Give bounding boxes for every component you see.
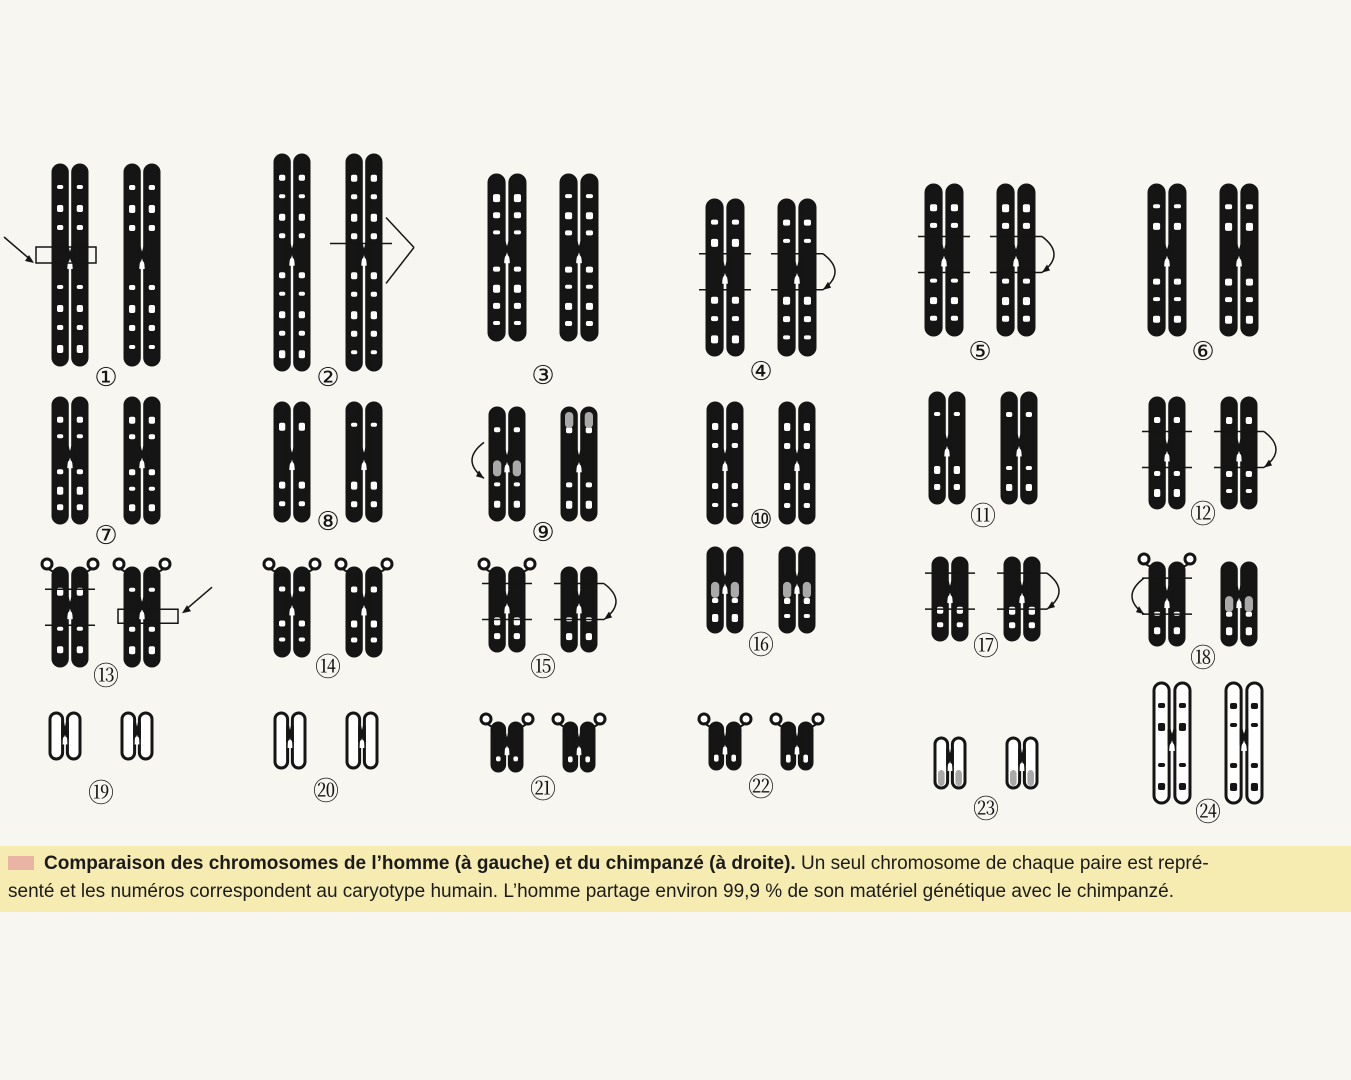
pair-number bbox=[94, 363, 117, 393]
caption-title: Comparaison des chromosomes de l’homme (à gauche) et du chimpanzé (à droite). bbox=[44, 853, 796, 874]
chromosome-pair bbox=[472, 408, 596, 548]
svg-text:⑨: ⑨ bbox=[531, 518, 555, 548]
pair-number bbox=[315, 653, 341, 683]
human-chromosome bbox=[708, 403, 742, 523]
chimpanzee-chromosome bbox=[1221, 185, 1257, 335]
chimpanzee-chromosome bbox=[780, 403, 814, 523]
human-chromosome bbox=[53, 165, 87, 365]
pair-number bbox=[749, 505, 772, 535]
svg-text:⑱: ⑱ bbox=[1189, 644, 1217, 674]
svg-text:⑥: ⑥ bbox=[1191, 337, 1215, 367]
pair-number bbox=[531, 361, 554, 391]
human-chromosome bbox=[708, 548, 742, 632]
chromosome-pair bbox=[918, 185, 1054, 367]
svg-text:㉑: ㉑ bbox=[529, 775, 557, 805]
chimpanzee-chromosome bbox=[554, 568, 604, 651]
chromosome-pair bbox=[275, 155, 414, 393]
human-chromosome bbox=[53, 398, 87, 523]
caption-marker bbox=[8, 856, 34, 870]
chromosome-pair bbox=[1154, 683, 1262, 828]
pair-number bbox=[970, 502, 996, 532]
svg-text:⑫: ⑫ bbox=[1189, 500, 1217, 530]
human-chromosome bbox=[42, 559, 98, 666]
chromosome-pair bbox=[50, 713, 152, 809]
human-chromosome bbox=[699, 714, 751, 769]
svg-text:⑧: ⑧ bbox=[316, 507, 340, 537]
pair-number bbox=[1191, 337, 1214, 367]
human-chromosome bbox=[1154, 683, 1190, 803]
chimpanzee-chromosome bbox=[347, 403, 381, 521]
chromosome-pair bbox=[699, 200, 835, 387]
svg-text:⑮: ⑮ bbox=[529, 653, 557, 683]
svg-text:④: ④ bbox=[749, 357, 773, 387]
chimpanzee-chromosome bbox=[1222, 563, 1256, 645]
pair-number bbox=[93, 662, 119, 692]
svg-text:③: ③ bbox=[531, 361, 555, 391]
chromosome-pair bbox=[1132, 554, 1256, 674]
arrow-icon bbox=[1264, 432, 1276, 468]
chromosome-pair bbox=[699, 714, 823, 803]
svg-text:⑭: ⑭ bbox=[314, 653, 342, 683]
chromosome-pair bbox=[935, 738, 1037, 825]
svg-text:⑲: ⑲ bbox=[87, 779, 115, 809]
pair-number bbox=[530, 775, 556, 805]
chromosome-pair bbox=[930, 393, 1036, 532]
human-chromosome bbox=[930, 393, 964, 503]
pair-number bbox=[316, 507, 339, 537]
svg-text:⑳: ⑳ bbox=[312, 777, 340, 807]
svg-text:⑩: ⑩ bbox=[749, 505, 773, 535]
human-chromosome bbox=[1149, 185, 1185, 335]
chimpanzee-chromosome bbox=[562, 408, 596, 520]
arrow-icon bbox=[4, 237, 34, 263]
chromosome-pair bbox=[708, 403, 814, 535]
chimpanzee-chromosome bbox=[125, 165, 159, 365]
human-chromosome bbox=[918, 185, 970, 335]
svg-text:⑯: ⑯ bbox=[747, 631, 775, 661]
svg-text:⑦: ⑦ bbox=[94, 521, 118, 551]
arrow-icon bbox=[182, 587, 212, 613]
arrow-icon bbox=[1042, 237, 1054, 273]
chimpanzee-chromosome bbox=[780, 548, 814, 632]
human-chromosome bbox=[490, 408, 524, 520]
chimpanzee-chromosome bbox=[990, 185, 1042, 335]
chimpanzee-chromosome bbox=[122, 713, 152, 759]
svg-text:⑪: ⑪ bbox=[969, 502, 997, 532]
pair-number bbox=[1195, 798, 1221, 828]
chromosome-pair bbox=[53, 398, 159, 551]
chimpanzee-chromosome bbox=[561, 175, 597, 340]
chimpanzee-chromosome bbox=[347, 155, 381, 370]
human-chromosome bbox=[479, 559, 535, 651]
svg-text:②: ② bbox=[316, 363, 340, 393]
pair-number bbox=[313, 777, 339, 807]
chromosome-pair bbox=[275, 403, 381, 537]
human-chromosome bbox=[935, 738, 965, 788]
svg-text:㉔: ㉔ bbox=[1194, 798, 1222, 828]
chimpanzee-chromosome bbox=[1214, 398, 1264, 508]
chromosome-pair bbox=[264, 559, 392, 683]
human-chromosome bbox=[275, 713, 305, 768]
svg-text:㉓: ㉓ bbox=[972, 795, 1000, 825]
human-chromosome bbox=[699, 200, 751, 355]
human-chromosome bbox=[925, 558, 975, 640]
pair-number bbox=[973, 632, 999, 662]
chimpanzee-chromosome bbox=[114, 559, 170, 666]
chromosome-pair bbox=[42, 559, 212, 692]
chimpanzee-chromosome bbox=[771, 714, 823, 769]
chromosome-pair bbox=[481, 714, 605, 805]
arrow-icon bbox=[1132, 578, 1144, 614]
caption-text-1: Un seul chromosome de chaque paire est repré- bbox=[795, 853, 1209, 874]
chromosome-pair bbox=[708, 548, 814, 661]
chromosome-pair bbox=[275, 713, 377, 807]
pair-number bbox=[94, 521, 117, 551]
chromosome-pair bbox=[489, 175, 597, 391]
chromosome-pair bbox=[4, 165, 159, 393]
chromosome-pair bbox=[1142, 398, 1276, 530]
svg-text:①: ① bbox=[94, 363, 118, 393]
pair-number bbox=[973, 795, 999, 825]
pair-number bbox=[749, 357, 772, 387]
pair-number bbox=[748, 631, 774, 661]
chimpanzee-chromosome bbox=[771, 200, 823, 355]
chimpanzee-chromosome bbox=[347, 713, 377, 768]
chromosome-pair bbox=[925, 558, 1059, 662]
arrow-icon bbox=[1047, 573, 1059, 609]
chromosome-pair bbox=[1149, 185, 1257, 367]
svg-text:⑤: ⑤ bbox=[968, 337, 992, 367]
chimpanzee-chromosome bbox=[553, 714, 605, 771]
human-chromosome bbox=[264, 559, 320, 656]
pair-number bbox=[88, 779, 114, 809]
human-chromosome bbox=[275, 403, 309, 521]
human-chromosome bbox=[489, 175, 525, 340]
pair-number bbox=[1190, 644, 1216, 674]
human-chromosome bbox=[275, 155, 309, 370]
chromosome-pair bbox=[479, 559, 616, 683]
pair-number bbox=[968, 337, 991, 367]
chimpanzee-chromosome bbox=[1007, 738, 1037, 788]
figure-caption bbox=[0, 846, 1351, 912]
pair-number bbox=[1190, 500, 1216, 530]
pair-number bbox=[530, 653, 556, 683]
chimpanzee-chromosome bbox=[1226, 683, 1262, 803]
human-chromosome bbox=[1142, 398, 1192, 508]
pair-number bbox=[531, 518, 554, 548]
arrow-icon bbox=[823, 254, 835, 290]
arrow-icon bbox=[472, 442, 484, 478]
pair-number bbox=[316, 363, 339, 393]
chimpanzee-chromosome bbox=[997, 558, 1047, 640]
arrow-icon bbox=[604, 584, 616, 620]
svg-text:⑰: ⑰ bbox=[972, 632, 1000, 662]
chimpanzee-chromosome bbox=[1002, 393, 1036, 503]
caption-line-1 bbox=[8, 850, 1341, 878]
human-chromosome bbox=[481, 714, 533, 771]
pair-number bbox=[748, 773, 774, 803]
caption-line-2: senté et les numéros correspondent au caryotype humain. L’homme partage environ 99,9 % de son matériel génétique avec le chimpanzé. bbox=[8, 881, 1175, 902]
human-chromosome bbox=[1139, 554, 1195, 645]
chimpanzee-chromosome bbox=[336, 559, 392, 656]
svg-text:⑬: ⑬ bbox=[92, 662, 120, 692]
chimpanzee-chromosome bbox=[125, 398, 159, 523]
human-chromosome bbox=[50, 713, 80, 759]
svg-text:㉒: ㉒ bbox=[747, 773, 775, 803]
